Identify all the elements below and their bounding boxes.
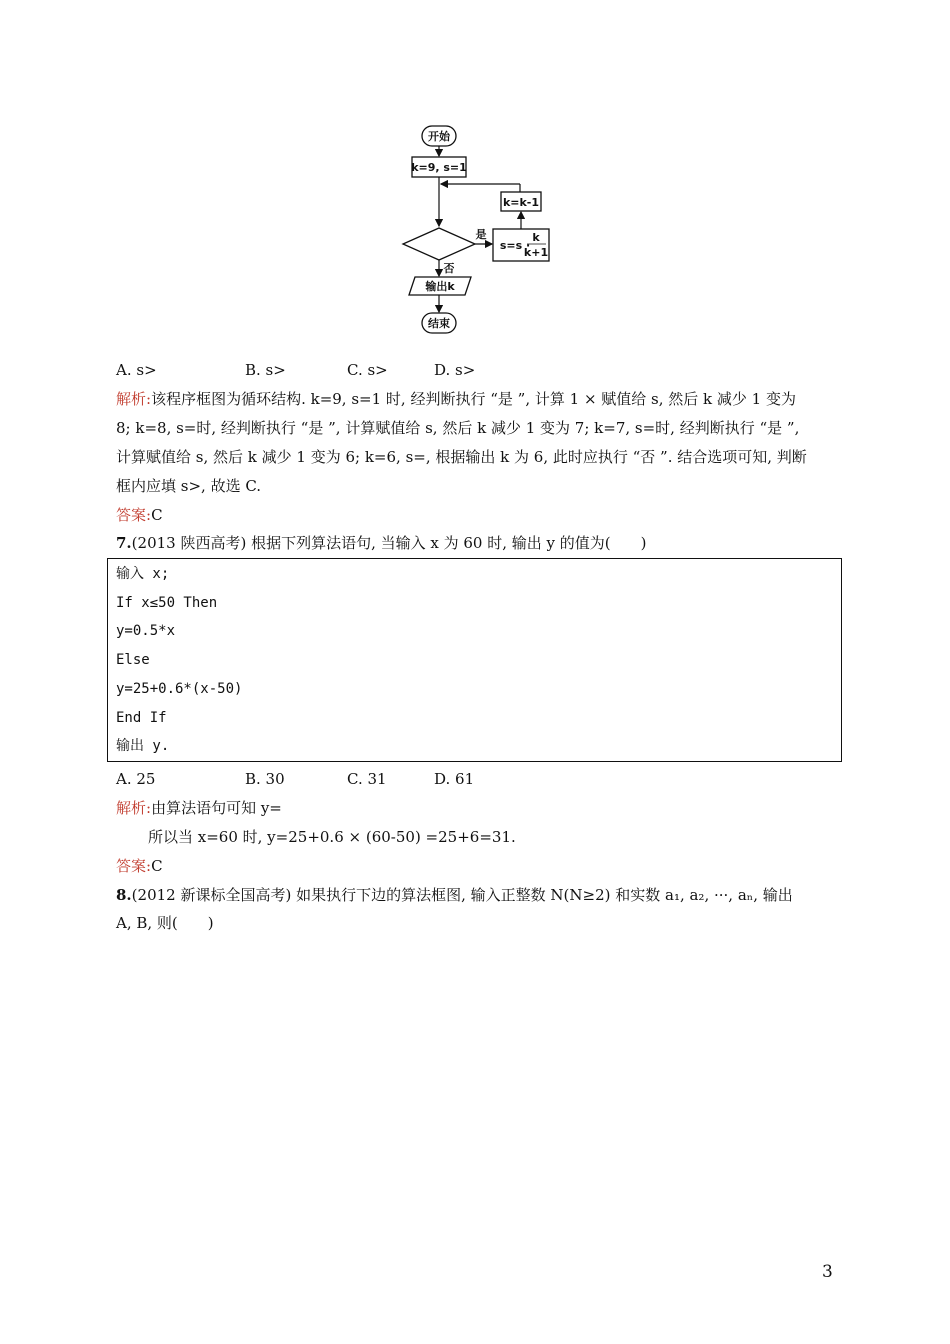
q6-analysis-line-4: 框内应填 s>, 故选 C. bbox=[116, 477, 262, 495]
q7-analysis-text-1: 由算法语句可知 y= bbox=[151, 799, 282, 817]
q8-line-2: A, B, 则( ) bbox=[116, 914, 214, 932]
q8-text-1: (2012 新课标全国高考) 如果执行下边的算法框图, 输入正整数 N(N≥2) 和实数 a₁, a₂, ···, aₙ, 输出 bbox=[131, 886, 793, 904]
q7-analysis-line-2: 所以当 x=60 时, y=25+0.6 × (60-50) =25+6=31. bbox=[148, 828, 516, 846]
q7-answer-label: 答案: bbox=[116, 857, 152, 875]
flowchart-diagram bbox=[395, 122, 565, 337]
q6-answer-value: C bbox=[151, 506, 163, 524]
code-line-3: y=0.5*x bbox=[116, 623, 176, 639]
start-label: 开始 bbox=[428, 130, 450, 143]
q7-answer-value: C bbox=[151, 857, 163, 875]
decision-diamond bbox=[403, 228, 475, 260]
q7-code-box bbox=[107, 558, 842, 762]
q8-number: 8. bbox=[116, 886, 132, 904]
decrement-label: k=k-1 bbox=[502, 196, 540, 209]
q6-analysis-line-3: 计算赋值给 s, 然后 k 减少 1 变为 6; k=6, s=, 根据输出 k 为 6, 此时应执行 “否 ”. 结合选项可知, 判断 bbox=[116, 448, 807, 466]
frac-num: k bbox=[532, 231, 540, 244]
assign-label: s=s · bbox=[499, 239, 531, 252]
q6-analysis-line-1 bbox=[116, 389, 796, 409]
q6-answer-label: 答案: bbox=[116, 506, 152, 524]
code-line-7: 输出 y. bbox=[116, 738, 170, 754]
end-label: 结束 bbox=[428, 317, 450, 330]
q6-analysis-text-1: 该程序框图为循环结构. k=9, s=1 时, 经判断执行 “是 ”, 计算 1 × 赋值给 s, 然后 k 减少 1 变为 bbox=[151, 390, 796, 408]
q6-option-c: C. s> bbox=[347, 361, 388, 379]
code-line-1: 输入 x; bbox=[116, 566, 170, 582]
frac-den: k+1 bbox=[523, 246, 549, 259]
page-number: 3 bbox=[822, 1262, 833, 1282]
q7-stem-text: (2013 陕西高考) 根据下列算法语句, 当输入 x 为 60 时, 输出 y 的值为( ) bbox=[131, 534, 647, 552]
q8-line-1 bbox=[116, 885, 793, 905]
code-line-6: End If bbox=[116, 710, 167, 726]
code-line-2: If x≤50 Then bbox=[116, 595, 218, 611]
q6-analysis-label: 解析: bbox=[116, 390, 152, 408]
q6-answer bbox=[116, 505, 163, 525]
q6-option-a: A. s> bbox=[116, 361, 157, 379]
init-label: k=9, s=1 bbox=[411, 161, 467, 174]
q7-answer bbox=[116, 856, 163, 876]
q7-analysis-label: 解析: bbox=[116, 799, 152, 817]
q7-option-d: D. 61 bbox=[434, 770, 475, 788]
q7-stem bbox=[116, 533, 647, 553]
code-line-5: y=25+0.6*(x-50) bbox=[116, 681, 243, 697]
output-label: 输出k bbox=[425, 280, 455, 293]
q7-number: 7. bbox=[116, 534, 132, 552]
q6-option-b: B. s> bbox=[245, 361, 286, 379]
q7-option-c: C. 31 bbox=[347, 770, 387, 788]
q7-option-a: A. 25 bbox=[116, 770, 156, 788]
q7-analysis-line-1 bbox=[116, 798, 282, 818]
q6-analysis-line-2: 8; k=8, s=时, 经判断执行 “是 ”, 计算赋值给 s, 然后 k 减少 1 变为 7; k=7, s=时, 经判断执行 “是 ”, bbox=[116, 419, 800, 437]
q7-option-b: B. 30 bbox=[245, 770, 285, 788]
q6-option-d: D. s> bbox=[434, 361, 476, 379]
yes-label: 是 bbox=[475, 228, 487, 241]
no-label: 否 bbox=[443, 262, 455, 275]
code-line-4: Else bbox=[116, 652, 150, 668]
